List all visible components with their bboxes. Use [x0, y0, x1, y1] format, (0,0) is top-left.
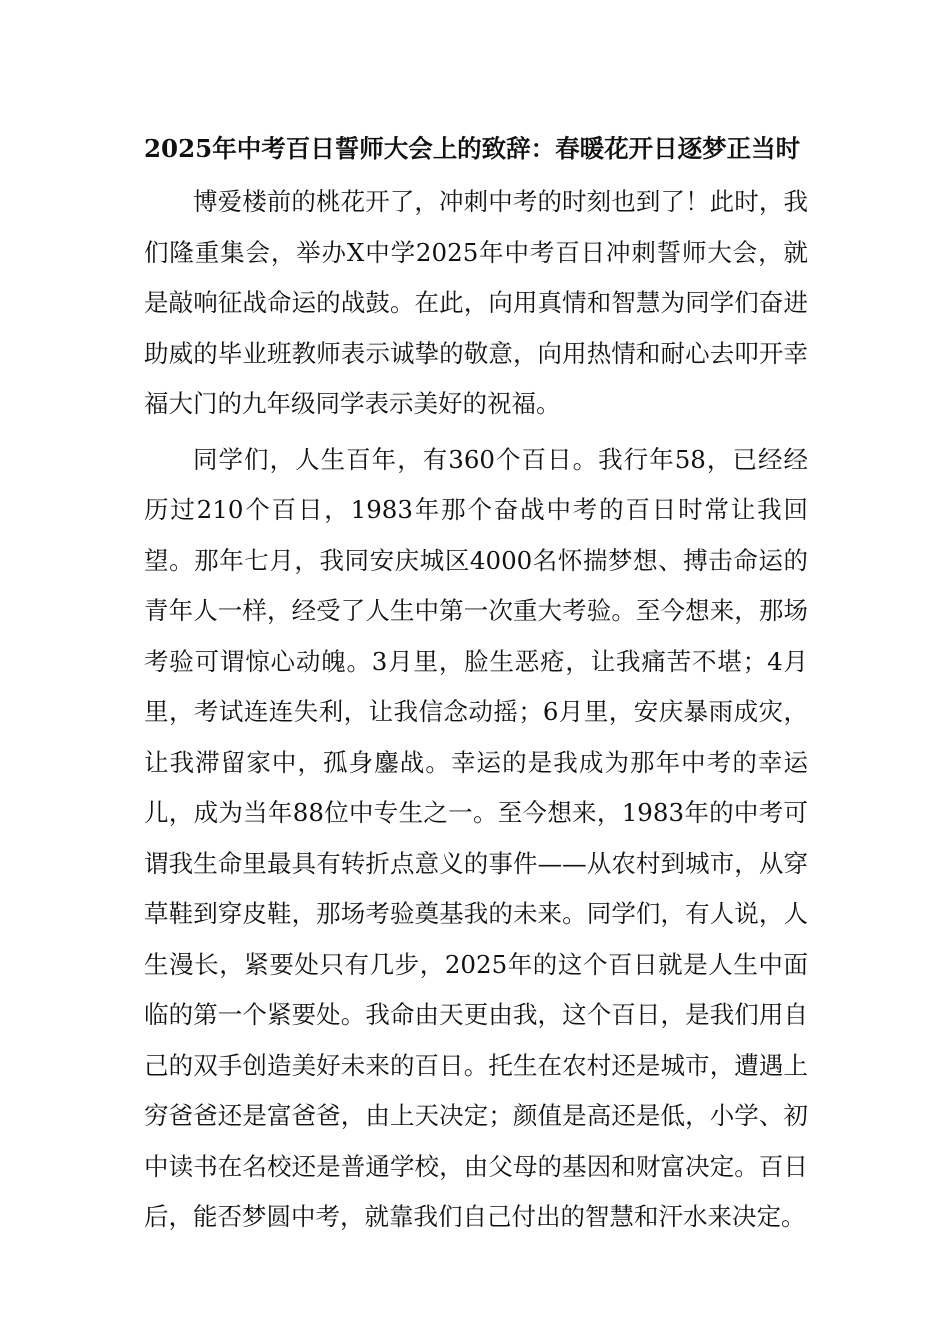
- paragraph-1: 博爱楼前的桃花开了，冲刺中考的时刻也到了！此时，我们隆重集会，举办X中学2025年中考百日冲刺誓师大会，就是敲响征战命运的战鼓。在此，向用真情和智慧为同学们奋进助威的毕业班教师表示诚挚的敬意，向用热情和耐心去叩开幸福大门的九年级同学表示美好的祝福。: [144, 187, 808, 418]
- document-body: [144, 127, 808, 1243]
- paragraph-2: 同学们，人生百年，有360个百日。我行年58，已经经历过210个百日，1983年那个奋战中考的百日时常让我回望。那年七月，我同安庆城区4000名怀揣梦想、搏击命运的青年人一样，经受了人生中第一次重大考验。至今想来，那场考验可谓惊心动魄。3月里，脸生恶疮，让我痛苦不堪；4月里，考试连连失利，让我信念动摇；6月里，安庆暴雨成灾，让我滞留家中，孤身鏖战。幸运的是我成为那年中考的幸运儿，成为当年88位中专生之一。至今想来，1983年的中考可谓我生命里最具有转折点意义的事件——从农村到城市，从穿草鞋到穿皮鞋，那场考验奠基我的未来。同学们，有人说，人生漫长，紧要处只有几步，2025年的这个百日就是人生中面临的第一个紧要处。我命由天更由我，这个百日，是我们用自己的双手创造美好未来的百日。托生在农村还是城市，遭遇上穷爸爸还是富爸爸，由上天决定；颜值是高还是低，小学、初中读书在名校还是普通学校，由父母的基因和财富决定。百日后，能否梦圆中考，就靠我们自己付出的智慧和汗水来决定。: [144, 444, 808, 1231]
- document-title: 2025年中考百日誓师大会上的致辞：春暖花开日逐梦正当时: [144, 134, 801, 163]
